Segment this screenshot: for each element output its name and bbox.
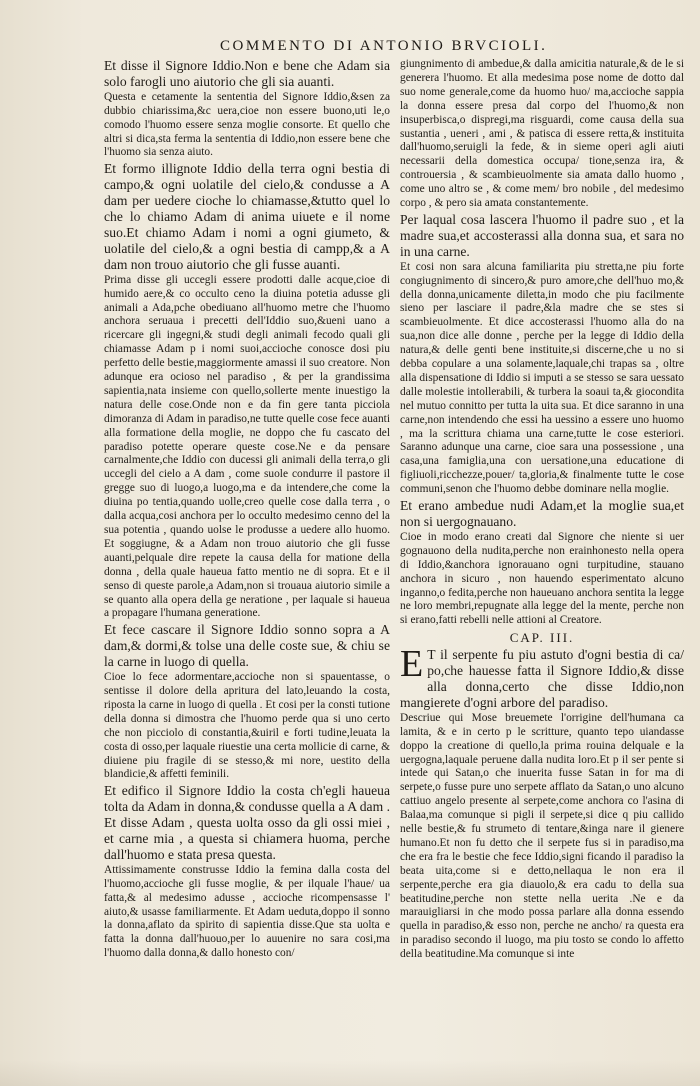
left-paragraph: Et fece cascare il Signore Iddio sonno sopra a A dam,& dormi,& tolse una delle coste sue, & chiu se la carne in luogo di quella. bbox=[104, 622, 390, 670]
left-paragraph: Et formo illignote Iddio della terra ogni bestia di campo,& ogni uolatile del cielo,& condusse a A dam per uedere cioche lo chiamasse,&tutto quel lo che lo chiamo Adam di anima uiuete e il nome suo.Et chiamo Adam i nomi a ogni giumeto, & uolatile del cielo,& a ogni bestia di campp,& a A dam non trouo aiutorio che gli fusse auanti. bbox=[104, 161, 390, 272]
right-paragraph: Per laqual cosa lascera l'huomo il padre suo , et la madre sua,et accosterassi alla donna sua, et sara no in una carne. bbox=[400, 211, 684, 259]
chapter-verse-text: T il serpente fu piu astuto d'ogni bestia di ca/ po,che hauesse fatta il Signore Iddio,& disse alla donna,certo che disse Iddio,non mangierete d'ogni arbore del paradiso. bbox=[400, 647, 684, 710]
chapter-verse bbox=[400, 643, 684, 711]
page-edge-shadow bbox=[0, 1060, 700, 1086]
left-paragraph: Et disse il Signore Iddio.Non e bene che Adam sia solo farogli uno aiutorio che gli sia auanti. bbox=[104, 58, 390, 89]
left-paragraph: Attissimamente construsse Iddio la femina dalla costa del l'huomo,accioche gli fusse moglie, & per ilquale l'haue/ ua fatta,& al medesimo adusse , accioche ricompensasse l' aiuto,& usasse familiarmente. Et Adam ueduta,doppo il sonno la donna,aflato da spirito di sapientia disse.Que sta uolta e fatta la donna dall'huouo,per lo auuenire no sara cosi,ma l'huomo dalla donna,& dallo honesto con/ bbox=[104, 863, 390, 960]
left-paragraph: Et edifico il Signore Iddio la costa ch'egli haueua tolta da Adam in donna,& condusse quella a A dam . Et disse Adam , questa uolta osso da gli ossi miei , et carne mia , a questa si chiamera huoma, perche dall'huomo e stata presa questa. bbox=[104, 783, 390, 862]
drop-cap: E bbox=[400, 643, 424, 686]
right-paragraph: giungnimento di ambedue,& dalla amicitia naturale,& de le si generera l'huomo. Et alla medesima pose nome de dotto dal suo nome generale,come da huomo huo/ ma,accioche sappia la donna essere presa dal corpo del l'huomo,& non insuperbisca,o dispregi,ma risguardi, come causa della sua sustantia , ueneri , ami , & patisca di essere retta,& instituita dall'huomo,seruigli la fede, & in sieme operi agli aiuti necessarii della domestica occupa/ tione,senza ira, & controuersia , & scambieuolmente sia amata dallo huomo , come uno altro se , & come mem/ bro nobile , del medesimo corpo , & pero sia amata constantemente. bbox=[400, 58, 684, 210]
right-paragraph: Cioe in modo erano creati dal Signore che niente si uer gognauono della nudita,perche non erainhonesto nella opera di Iddio,&anchora ignorauano ogni turpitudine, stauano anchora in sicuro , non hauendo esperimentato alcuno inganno,o fedita,perche non haueuano anchora sentita la legge ne loro membri,repugnate alla legge del la mente, perche non si erano,fatti rebelli nelle attioni al Creatore. bbox=[400, 530, 684, 627]
right-paragraph: Et cosi non sara alcuna familiarita piu stretta,ne piu forte congiugnimento di sincero,& puro amore,che dell'huo mo,& della donna,unicamente diletta,in modo che piu facilmente sieno per lasciare il padre,&la madre che se stes si scambieuolmente. Et dice accosterassi l'huomo alla do na sua,non dice alle donne , perche per la legge di Iddio della natura,& delle genti bene instituite,si discerne,che u no si debba copulare a una solamente,laquale,chi trapas sa , oltre alla dispensatione di Iddio si imputi a se stesso se sara uessato dalle molestie intollerabili, & turbera la soaui ta,& giocondita nel mutuo connitto per tutta la uita sua. Et dice saranno in una carne,non intendendo che essi ha uessino a essere uno huomo , ma la scrittura chiama una carne,tutte le cose esteriori. Saranno adunque una carne, cioe sara una possessione , una casa,una famiglia,una con uersatione,una educatione di figliuoli,ricchezze,pouer/ ta,gloria,& finalmente tutte le cose communi,senon che l'huomo debbe dominare nella moglie. bbox=[400, 260, 684, 496]
right-column bbox=[400, 58, 684, 963]
left-paragraph: Prima disse gli uccegli essere prodotti dalle acque,cioe di humido aere,& co occulto ceno la diuina potetia adusse gli animali a Ada,pche obediuano all'huomo metre che l'huomo anchora seruaua i precetti dell'Iddio suo,&ueni uano a ricercare gli ingegni,& studi degli animali fecodo quali gli chiamasse Adam p i nomi suoi,accioche conosce dosi piu perfetto delle bestie,maggiormente amassi il suo creatore. Non adunque era ocioso nel paradiso , & per la grandissima sapientia,nata insieme con quello,sollerte mente inuestigo la natura delle cose.Onde non e da fin gere tanta picciola dimoranza di Adam in paradiso,ne tutte quelle cose fece auanti alla formatione della moglie, ne doppo che fu cascato del paradiso potette operare queste cose.Ne e da pensare carnalmente,che Iddio con ducessi gli animali della terra,o gli uccegli del cielo a A dam , come suole condurre il pastore il gregge suo di luogo,a luogo,ma e da intendere,che come la diuina po tentia,quando uolle,creo quelle cose dalla terra , o dalla acqua,cosi anchora per lo occulto medesimo cenno del la sua potentia , quando uolse le produsse a uedere allo huomo. Et soggiugne, & a Adam non trouo aiutorio che gli fusse auanti,pelquale dire repete la causa della for matione della donna , della quale haueua fatto mentio ne di sopra. Et e il senso di queste parole,a Adam,non si trouaua aiutorio simile a se quanto alla opera della ge neratione , per laquale si haueua a propagare l'humana generatione. bbox=[104, 273, 390, 620]
chapter-commentary: Descriue qui Mose breuemete l'orrigine dell'humana ca lamita, & e in certo p le scritture, quanto tepo uiandasse doppo la creatione di quello,la prima rouina delquale e la uergogna,laquale peruene dalla nudita loro.Et p il ser pente si intede qui Satan,o che inuerita fusse Satan in for ma di serpete,o fusse pure uno serpete afflato da Satan,o uno alcuno cattiuo angelo presente al serpete,come anchora co l'asina di Balaa,ma comunque si pigli il serpete,si dice q piu callido nelle bestie,& fu strumeto di tentare,&inga nare il gienere humano.Et non fu detto che il serpete fus si in paradiso,ma che era fra le bestie che fece Iddio,signi ficando il paradiso la beata uita,come si e detto,nellaqua le non era il serpente,perche era gia diauolo,& era cadu to della sua beatitudine,perche non stette nella uerita .Ne e da marauigliarsi in che modo possa parlare alla donna essendo quella in paradiso,& esso non, perche ne ancho/ ra questa era in paradiso secondo il luogo, ma piu tosto se condo lo affetto della beatitudine.Ma comunque si inte bbox=[400, 711, 684, 961]
left-paragraph: Cioe lo fece adormentare,accioche non si spauentasse, o sentisse il dolore della apritura del lato,leuando la costa, riposta la carne in luogo di quella . Et cosi per la consti tutione della donna si dimostra che l'huomo perde qua si uno certo che non picciolo di constantia,&uiril e forti tudine,leuata la costa di osso,per laquale riuestie una certa mollicie di carne, & diuiene piu fragile di se stesso,& mi nore, uestito della blandicie,& affetti feminili. bbox=[104, 671, 390, 781]
left-column bbox=[104, 58, 390, 962]
right-paragraph: Et erano ambedue nudi Adam,et la moglie sua,et non si uergognauano. bbox=[400, 498, 684, 529]
chapter-heading: CAP. III. bbox=[509, 630, 575, 646]
running-head: COMMENTO DI ANTONIO BRVCIOLI. bbox=[220, 38, 548, 54]
left-paragraph: Questa e cetamente la sententia del Signore Iddio,&sen za dubbio chiarissima,&c uera,cioe non essere buono,uti le,o comodo l'huomo essere senza moglie consorte. Et quello che altri si dica,sta ferma la sententia di Iddio,non essere bene che l'huomo sia senza aiuto. bbox=[104, 90, 390, 159]
